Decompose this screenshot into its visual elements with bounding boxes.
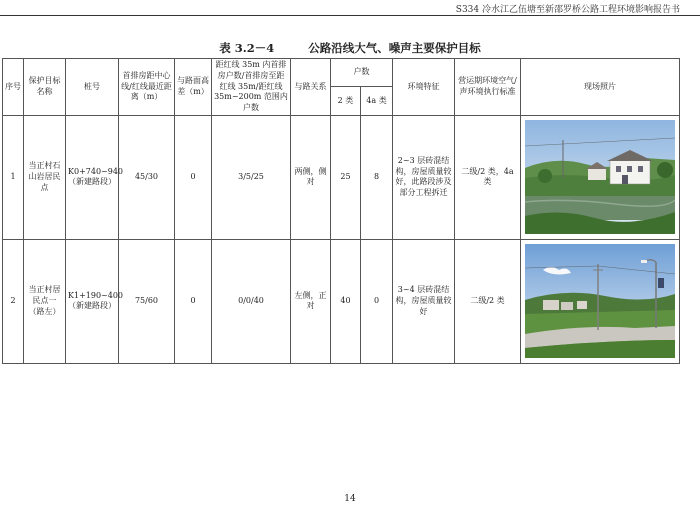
cell-class2: 25 (331, 115, 361, 239)
header-target: 保护目标名称 (24, 59, 66, 116)
header-stake: 桩号 (66, 59, 119, 116)
header-standard: 营运期环境空气/声环境执行标准 (455, 59, 521, 116)
cell-distance: 45/30 (119, 115, 175, 239)
cell-seq: 1 (3, 115, 24, 239)
cell-stake: K0+740~940（新建路段） (66, 115, 119, 239)
table-row (3, 239, 680, 363)
header-relation: 与路关系 (291, 59, 331, 116)
header-households-range: 距红线 35m 内首排房户数/首排房至距红线 35m/距红线 35m~200m 范围内户数 (212, 59, 291, 116)
table-number: 表 3.2－4 (219, 41, 275, 55)
header-environment: 环境特征 (393, 59, 455, 116)
cell-environment: 3~4 层砖混结构，房屋质量较好 (393, 239, 455, 363)
cell-photo (521, 239, 680, 363)
table-header-row (3, 59, 680, 87)
document-title: S334 冷水江乙伍塘至新邵罗桥公路工程环境影响报告书 (455, 5, 680, 15)
cell-class2: 40 (331, 239, 361, 363)
cell-environment: 2~3 层砖混结构，房屋质量较好，此路段涉及部分工程拆迁 (393, 115, 455, 239)
cell-relation: 左侧，正对 (291, 239, 331, 363)
header-households: 户数 (331, 59, 393, 87)
header-height: 与路面高差（m） (175, 59, 212, 116)
cell-households-range: 3/5/25 (212, 115, 291, 239)
header-divider (0, 15, 700, 16)
cell-class4a: 8 (361, 115, 393, 239)
cell-height: 0 (175, 115, 212, 239)
cell-standard: 二级/2 类 (455, 239, 521, 363)
cell-seq: 2 (3, 239, 24, 363)
village-house-pond-photo (525, 120, 675, 234)
table-caption: 公路沿线大气、噪声主要保护目标 (308, 41, 481, 55)
cell-relation: 两侧，侧对 (291, 115, 331, 239)
cell-class4a: 0 (361, 239, 393, 363)
cell-photo (521, 115, 680, 239)
header-distance: 首排房距中心线/红线最近距离（m） (119, 59, 175, 116)
header-seq: 序号 (3, 59, 24, 116)
protection-targets-table (2, 58, 680, 364)
header-photo: 现场照片 (521, 59, 680, 116)
cell-height: 0 (175, 239, 212, 363)
table-title (0, 40, 700, 56)
page-number: 14 (344, 494, 356, 504)
table-row (3, 115, 680, 239)
cell-distance: 75/60 (119, 239, 175, 363)
cell-target: 当正村石山岩居民点 (24, 115, 66, 239)
cell-stake: K1+190~400（新建路段） (66, 239, 119, 363)
cell-target: 当正村居民点一（路左） (24, 239, 66, 363)
header-class4a: 4a 类 (361, 87, 393, 116)
cell-standard: 二级/2 类，4a 类 (455, 115, 521, 239)
rural-road-streetlamp-photo (525, 244, 675, 358)
header-class2: 2 类 (331, 87, 361, 116)
cell-households-range: 0/0/40 (212, 239, 291, 363)
